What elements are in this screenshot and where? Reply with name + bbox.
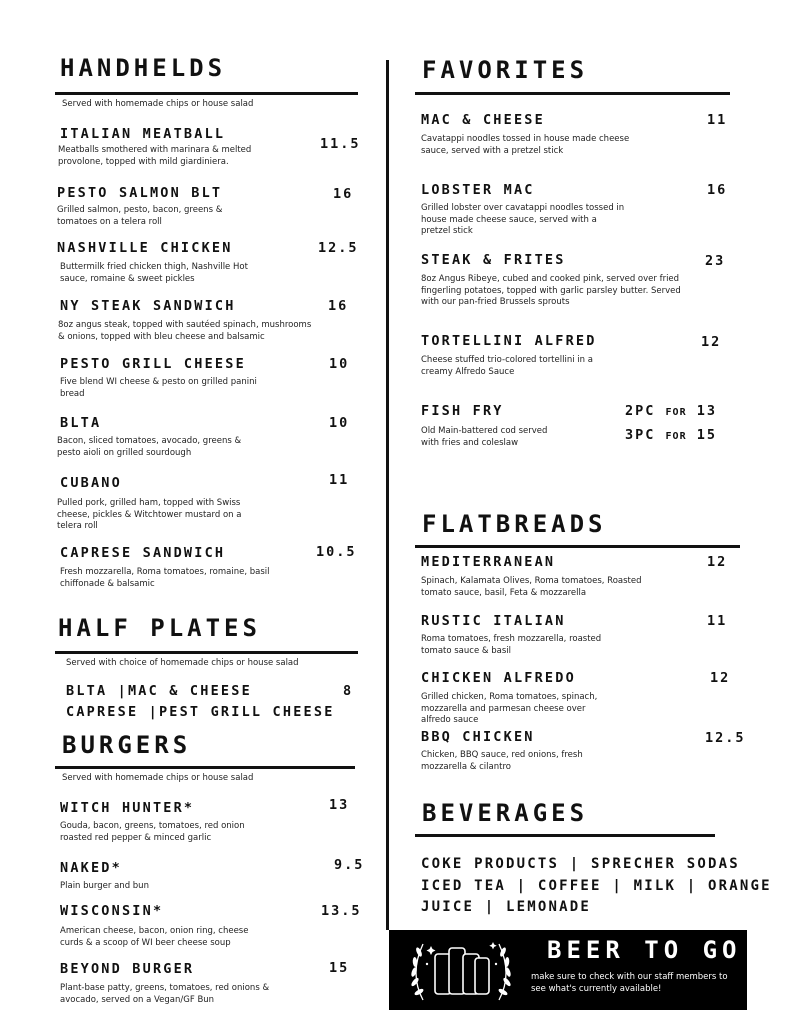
fish-fry-for: FOR xyxy=(665,431,687,442)
item-name: MAC & CHEESE xyxy=(421,112,545,128)
item-description: Cavatappi noodles tossed in house made cheese sauce, served with a pretzel stick xyxy=(421,134,630,156)
item-price: 12 xyxy=(701,334,722,350)
item-price: 11 xyxy=(329,472,350,488)
half-plates-note: Served with choice of homemade chips or house salad xyxy=(66,658,299,668)
fish-fry-option-2 xyxy=(625,427,717,443)
item-price: 10 xyxy=(329,356,350,372)
beer-to-go-title: BEER TO GO xyxy=(547,936,742,964)
beverages-line-3: JUICE | LEMONADE xyxy=(421,899,592,915)
item-name: RUSTIC ITALIAN xyxy=(421,613,566,629)
item-price: 16 xyxy=(328,298,349,314)
fish-fry-price: 15 xyxy=(696,427,717,443)
fish-fry-for: FOR xyxy=(665,407,687,418)
half-plates-heading: HALF PLATES xyxy=(58,614,261,642)
item-price: 23 xyxy=(705,253,726,269)
beer-to-go-banner xyxy=(389,930,747,1010)
item-name: PESTO GRILL CHEESE xyxy=(60,356,246,372)
favorites-heading: FAVORITES xyxy=(422,56,589,84)
item-price: 12 xyxy=(710,670,731,686)
item-description: Old Main-battered cod served with fries and coleslaw xyxy=(421,426,548,448)
item-name: CAPRESE SANDWICH xyxy=(60,545,226,561)
item-name: BBQ CHICKEN xyxy=(421,729,535,745)
item-description: Bacon, sliced tomatoes, avocado, greens & pesto aioli on grilled sourdough xyxy=(57,436,242,458)
item-name: PESTO SALMON BLT xyxy=(57,185,223,201)
half-plates-price: 8 xyxy=(343,683,354,699)
item-name: NAKED* xyxy=(60,860,122,876)
item-price: 10 xyxy=(329,415,350,431)
item-description: Cheese stuffed trio-colored tortellini in a creamy Alfredo Sauce xyxy=(421,355,593,377)
item-name: STEAK & FRITES xyxy=(421,252,566,268)
item-price: 11.5 xyxy=(320,136,361,152)
item-description: Grilled chicken, Roma tomatoes, spinach, mozzarella and parmesan cheese over alfredo sauce xyxy=(421,692,598,725)
item-price: 16 xyxy=(707,182,728,198)
item-price: 15 xyxy=(329,960,350,976)
item-description: Plain burger and bun xyxy=(60,881,149,891)
item-name: FISH FRY xyxy=(421,403,504,419)
item-description: Fresh mozzarella, Roma tomatoes, romaine, basil chiffonade & balsamic xyxy=(60,567,270,589)
item-name: BLTA xyxy=(60,415,102,431)
item-description: Five blend WI cheese & pesto on grilled panini bread xyxy=(60,377,257,399)
beverages-rule xyxy=(415,834,715,837)
burgers-heading: BURGERS xyxy=(62,731,192,759)
item-description: 8oz Angus Ribeye, cubed and cooked pink, served over fried fingerling potatoes, topped with garlic parsley butter. Served with our pan-fried Brussels sprouts xyxy=(421,274,681,307)
item-description: Chicken, BBQ sauce, red onions, fresh mozzarella & cilantro xyxy=(421,750,583,772)
item-name: CUBANO xyxy=(60,475,122,491)
item-description: Buttermilk fried chicken thigh, Nashville Hot sauce, romaine & sweet pickles xyxy=(60,262,248,284)
column-divider xyxy=(386,60,389,930)
beverages-line-2: ICED TEA | COFFEE | MILK | ORANGE xyxy=(421,878,772,894)
item-price: 11 xyxy=(707,112,728,128)
item-price: 12.5 xyxy=(705,730,746,746)
item-price: 11 xyxy=(707,613,728,629)
item-description: American cheese, bacon, onion ring, cheese curds & a scoop of WI beer cheese soup xyxy=(60,926,249,948)
item-price: 10.5 xyxy=(316,544,357,560)
item-name: WITCH HUNTER* xyxy=(60,800,195,816)
fish-fry-pieces: 2PC xyxy=(625,403,656,419)
flatbreads-rule xyxy=(415,545,740,548)
beverages-heading: BEVERAGES xyxy=(422,799,589,827)
item-price: 12 xyxy=(707,554,728,570)
item-name: CHICKEN ALFREDO xyxy=(421,670,576,686)
flatbreads-heading: FLATBREADS xyxy=(422,510,607,538)
handhelds-note: Served with homemade chips or house salad xyxy=(62,99,254,109)
beverages-line-1: COKE PRODUCTS | SPRECHER SODAS xyxy=(421,856,740,872)
item-description: Gouda, bacon, greens, tomatoes, red onion roasted red pepper & minced garlic xyxy=(60,821,245,843)
item-description: Plant-base patty, greens, tomatoes, red onions & avocado, served on a Vegan/GF Bun xyxy=(60,983,270,1005)
item-price: 13 xyxy=(329,797,350,813)
item-name: WISCONSIN* xyxy=(60,903,164,919)
item-name: NY STEAK SANDWICH xyxy=(60,298,236,314)
item-name: NASHVILLE CHICKEN xyxy=(57,240,233,256)
half-plates-line-2: CAPRESE |PEST GRILL CHEESE xyxy=(66,704,335,720)
item-name: MEDITERRANEAN xyxy=(421,554,556,570)
item-price: 16 xyxy=(333,186,354,202)
favorites-rule xyxy=(415,92,730,95)
beer-to-go-text: make sure to check with our staff members to see what's currently available! xyxy=(531,972,728,994)
item-description: Grilled lobster over cavatappi noodles tossed in house made cheese sauce, served with a pretzel stick xyxy=(421,203,625,236)
burgers-rule xyxy=(55,766,355,769)
item-name: TORTELLINI ALFRED xyxy=(421,333,597,349)
burgers-note: Served with homemade chips or house salad xyxy=(62,773,254,783)
item-name: BEYOND BURGER xyxy=(60,961,195,977)
handhelds-heading: HANDHELDS xyxy=(60,54,227,82)
fish-fry-price: 13 xyxy=(696,403,717,419)
item-description: Spinach, Kalamata Olives, Roma tomatoes, Roasted tomato sauce, basil, Feta & mozzarella xyxy=(421,576,642,598)
item-name: LOBSTER MAC xyxy=(421,182,535,198)
fish-fry-option-1 xyxy=(625,403,717,419)
half-plates-line-1: BLTA |MAC & CHEESE xyxy=(66,683,252,699)
item-description: Grilled salmon, pesto, bacon, greens & tomatoes on a telera roll xyxy=(57,205,223,227)
item-description: Roma tomatoes, fresh mozzarella, roasted tomato sauce & basil xyxy=(421,634,602,656)
half-plates-rule xyxy=(55,651,358,654)
handhelds-rule xyxy=(55,92,358,95)
fish-fry-pieces: 3PC xyxy=(625,427,656,443)
item-description: 8oz angus steak, topped with sautéed spinach, mushrooms & onions, topped with bleu cheese and balsamic xyxy=(58,320,312,342)
item-price: 13.5 xyxy=(321,903,362,919)
item-description: Meatballs smothered with marinara & melted provolone, topped with mild giardiniera. xyxy=(58,145,252,167)
beer-cans-wreath-icon xyxy=(401,934,521,1006)
item-name: ITALIAN MEATBALL xyxy=(60,126,226,142)
item-price: 9.5 xyxy=(334,857,365,873)
item-price: 12.5 xyxy=(318,240,359,256)
item-description: Pulled pork, grilled ham, topped with Swiss cheese, pickles & Witchtower mustard on a telera roll xyxy=(57,498,242,531)
